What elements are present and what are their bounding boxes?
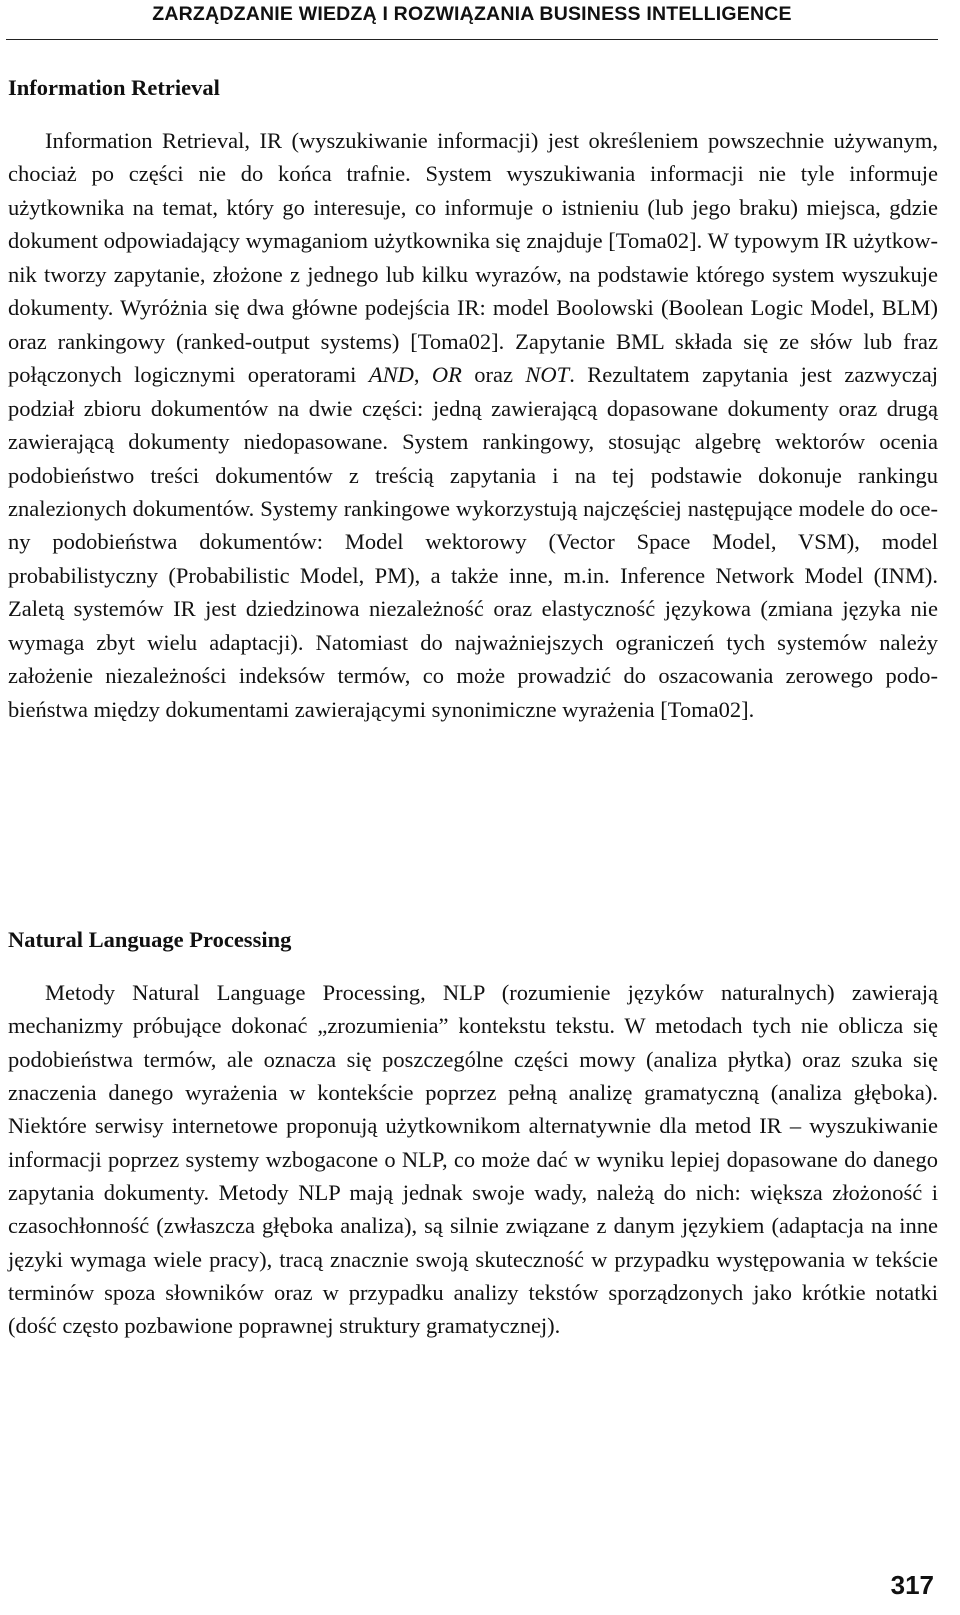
running-header: ZARZĄDZANIE WIEDZĄ I ROZWIĄZANIA BUSINESS INTELLIGENCE: [6, 0, 938, 40]
separator: ,: [413, 362, 432, 388]
paragraph-text: . Rezultatem zapytania jest zazwyczaj podział zbioru dokumentów na dwie części: jedną zawierającą dopasowane dokumenty oraz drugą zawierającą dokumenty niedopasowane. System rankingowy, stosując algebrę wektorów ocenia podobieństwo treści dokumentów z treścią zapytania i na tej podstawie dokonuje rankingu znalezionych dokumentów. Systemy rankingowe wykorzystują najczęściej następujące modele do oceny podobieństwa dokumentów: Model wektorowy (Vector Space Model, VSM), model probabilistyczny (Probabilistic Model, PM), a także inne, m.in. Inference Network Model (INM). Zaletą systemów IR jest dziedzinowa niezależność oraz elastyczność językowa (zmiana języka nie wymaga zbyt wielu adaptacji). Natomiast do najważniejszych ograniczeń tych systemów należy założenie niezależności indeksów termów, co może prowadzić do oszacowania zerowego podobieństwa między dokumentami zawierającymi synonimiczne wyrażenia [Toma02].: [8, 362, 939, 722]
section-heading: Information Retrieval: [8, 75, 220, 100]
operator-and: AND: [368, 362, 414, 388]
operator-not: NOT: [525, 362, 570, 388]
section-information-retrieval: [8, 72, 938, 726]
separator: oraz: [461, 362, 526, 388]
body-paragraph: [8, 124, 938, 726]
page-number: 317: [890, 1570, 934, 1600]
paragraph-text: Information Retrieval, IR (wyszukiwanie informacji) jest określeniem powszechnie używanym, chociaż po części nie do końca trafnie. System wyszukiwania informacji nie tyle informuje użytkownika na temat, który go interesuje, co informuje o istnieniu (lub jego braku) miejsca, gdzie dokument odpowiadający wymaganiom użytkownika się znajduje [Toma02]. W typowym IR użytkownik tworzy zapytanie, złożone z jednego lub kilku wyrazów, na podstawie którego system wyszukuje dokumenty. Wyróżnia się dwa główne podejścia IR: model Boolowski (Boolean Logic Model, BLM) oraz rankingowy (ranked-output systems) [Toma02]. Zapytanie BML składa się ze słów lub fraz połączonych logicznymi operatorami: [8, 128, 938, 388]
operator-or: OR: [431, 362, 462, 388]
section-natural-language-processing: [8, 924, 938, 1343]
body-paragraph: Metody Natural Language Processing, NLP (rozumienie języków naturalnych) zawierają mechanizmy próbujące dokonać „zrozumienia” kontekstu tekstu. W metodach tych nie oblicza się podobieństwa termów, ale oznacza się poszczególne części mowy (analiza płytka) oraz szuka się znaczenia danego wyrażenia w kontekście poprzez pełną analizę gramatyczną (analiza głęboka). Niektóre serwisy internetowe proponują użytkownikom alternatywnie dla metod IR – wyszukiwanie informacji poprzez systemy wzbogacone o NLP, co może dać w wyniku lepiej dopasowane do danego zapytania dokumenty. Metody NLP mają jednak swoje wady, należą do nich: większa złożoność i czasochłonność (zwłaszcza głęboka analiza), są silnie związane z danym językiem (adaptacja na inne języki wymaga wiele pracy), tracą znacznie swoją skuteczność w przypadku występowania w tekście terminów spoza słowników oraz w przypadku analizy tekstów sporządzonych jako krótkie notatki (dość często pozbawione poprawnej struktury gramatycznej).: [8, 980, 938, 1339]
section-heading: Natural Language Processing: [8, 927, 292, 952]
